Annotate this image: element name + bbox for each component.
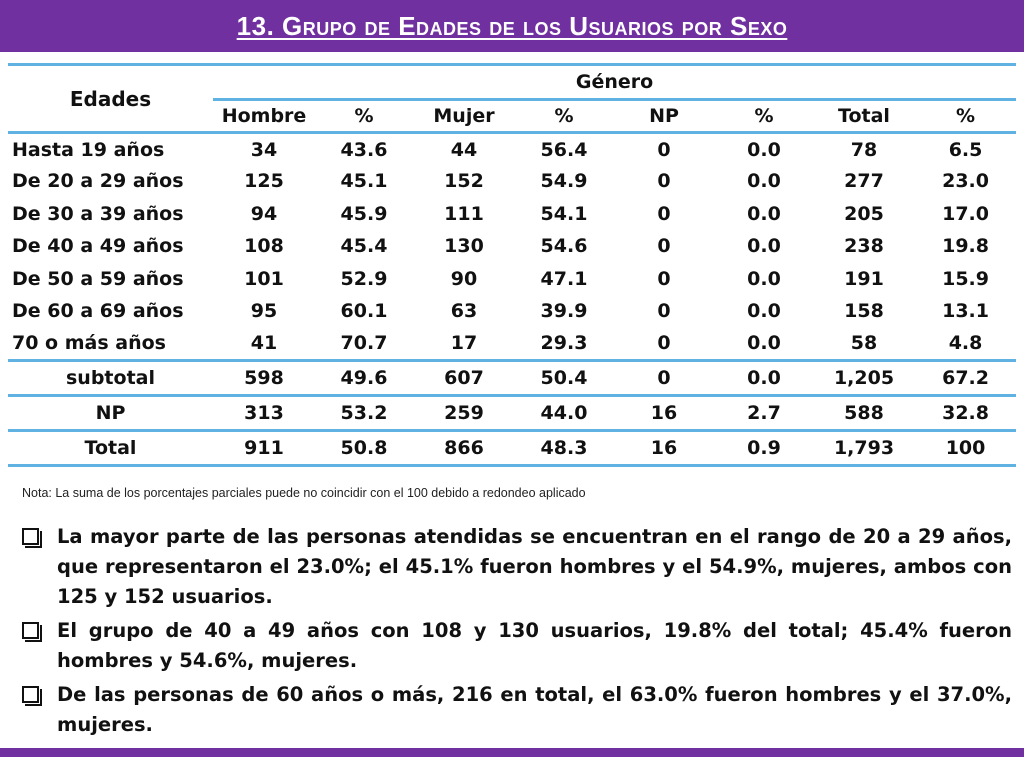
summary-cell: 598	[213, 360, 315, 395]
checkbox-bullet-icon	[22, 686, 39, 703]
table-cell: 101	[244, 267, 284, 290]
summary-cell: 32.8	[915, 395, 1016, 430]
table-cell: 34	[250, 138, 278, 161]
column-header: NP	[613, 100, 715, 133]
table-cell: 277	[844, 170, 884, 193]
table-cell: 29.3	[515, 328, 613, 361]
summary-cell: 100	[915, 430, 1016, 465]
summary-cell: 588	[813, 395, 915, 430]
summary-cell: 866	[413, 430, 515, 465]
table-cell: 23.0	[942, 170, 989, 193]
summary-label: subtotal	[8, 360, 213, 395]
bullet-item	[22, 680, 1012, 740]
column-header: %	[715, 100, 813, 133]
column-header: %	[315, 100, 413, 133]
table-row	[8, 263, 1016, 296]
table-cell: 0.0	[747, 138, 781, 161]
row-label: 70 o más años	[8, 328, 213, 361]
bullet-list	[22, 522, 1012, 744]
summary-cell: 44.0	[515, 395, 613, 430]
table-cell: 0	[657, 170, 671, 193]
table-cell: 0.0	[747, 170, 781, 193]
summary-cell: 0.9	[715, 430, 813, 465]
table-cell: 45.4	[340, 235, 388, 258]
table-cell: 0.0	[747, 202, 781, 225]
summary-cell: 1,793	[813, 430, 915, 465]
table-cell: 13.1	[942, 300, 989, 323]
table-cell: 0.0	[715, 328, 813, 361]
table-cell: 191	[844, 267, 884, 290]
table-cell: 158	[844, 300, 884, 323]
table-cell: 6.5	[948, 138, 983, 161]
row-label: Hasta 19 años	[12, 138, 165, 161]
table-cell: 130	[444, 235, 484, 258]
summary-cell: 0	[613, 360, 715, 395]
table-cell: 0	[613, 328, 715, 361]
column-header: Total	[813, 100, 915, 133]
table-cell: 90	[450, 267, 478, 290]
summary-cell: 259	[413, 395, 515, 430]
table-cell: 19.8	[942, 235, 989, 258]
column-header: %	[515, 100, 613, 133]
bullet-item	[22, 522, 1012, 612]
table-cell: 108	[244, 235, 284, 258]
table-cell: 238	[844, 235, 884, 258]
table-cell: 4.8	[915, 328, 1016, 361]
table-cell: 0	[657, 267, 671, 290]
table-cell: 17.0	[942, 202, 989, 225]
table-cell: 41	[213, 328, 315, 361]
table-cell: 78	[850, 138, 878, 161]
summary-cell: 16	[613, 430, 715, 465]
checkbox-bullet-icon	[22, 528, 39, 545]
table-row	[8, 328, 1016, 361]
table-cell: 54.9	[540, 170, 588, 193]
table-row	[8, 230, 1016, 263]
table-cell: 205	[844, 202, 884, 225]
table-cell: 56.4	[540, 138, 588, 161]
table-cell: 54.1	[540, 202, 588, 225]
row-label: De 40 a 49 años	[12, 235, 184, 258]
table-row	[8, 165, 1016, 198]
summary-cell: 48.3	[515, 430, 613, 465]
table-cell: 39.9	[540, 300, 588, 323]
summary-row	[8, 360, 1016, 395]
summary-cell: 0.0	[715, 360, 813, 395]
summary-cell: 911	[213, 430, 315, 465]
summary-label: Total	[8, 430, 213, 465]
table-cell: 43.6	[340, 138, 388, 161]
summary-cell: 16	[613, 395, 715, 430]
table-row	[8, 133, 1016, 166]
bullet-text: De las personas de 60 años o más, 216 en total, el 63.0% fueron hombres y el 37.0%, mujeres.	[57, 683, 1012, 736]
row-label: De 30 a 39 años	[12, 202, 184, 225]
table-container	[8, 63, 1016, 467]
title-bar	[0, 0, 1024, 52]
table-cell: 45.1	[340, 170, 388, 193]
table-cell: 45.9	[340, 202, 388, 225]
table-cell: 58	[813, 328, 915, 361]
table-cell: 111	[444, 202, 484, 225]
table-row	[8, 198, 1016, 231]
table-cell: 17	[413, 328, 515, 361]
table-cell: 152	[444, 170, 484, 193]
table-row	[8, 295, 1016, 328]
checkbox-bullet-icon	[22, 622, 39, 639]
table-cell: 54.6	[540, 235, 588, 258]
summary-cell: 313	[213, 395, 315, 430]
bullet-item	[22, 616, 1012, 676]
page-title: 13. Grupo de Edades de los Usuarios por Sexo	[236, 10, 788, 41]
column-header: Mujer	[413, 100, 515, 133]
summary-cell: 2.7	[715, 395, 813, 430]
summary-cell: 49.6	[315, 360, 413, 395]
header-edades: Edades	[8, 65, 213, 133]
table-cell: 0	[657, 235, 671, 258]
summary-row	[8, 395, 1016, 430]
summary-cell: 53.2	[315, 395, 413, 430]
bullet-text: El grupo de 40 a 49 años con 108 y 130 usuarios, 19.8% del total; 45.4% fueron hombres y 54.6%, mujeres.	[57, 619, 1012, 672]
table-cell: 44	[450, 138, 478, 161]
bullet-text: La mayor parte de las personas atendidas se encuentran en el rango de 20 a 29 años, que representaron el 23.0%; el 45.1% fueron hombres y el 54.9%, mujeres, ambos con 125 y 152 usuarios.	[57, 525, 1012, 608]
table-cell: 95	[250, 300, 278, 323]
summary-cell: 50.4	[515, 360, 613, 395]
table-cell: 0	[657, 138, 671, 161]
summary-cell: 1,205	[813, 360, 915, 395]
table-cell: 0	[657, 202, 671, 225]
summary-cell: 67.2	[915, 360, 1016, 395]
table-cell: 63	[450, 300, 478, 323]
summary-row	[8, 430, 1016, 465]
column-header: Hombre	[213, 100, 315, 133]
table-cell: 0	[657, 300, 671, 323]
table-cell: 47.1	[540, 267, 588, 290]
table-cell: 52.9	[340, 267, 388, 290]
table-cell: 15.9	[942, 267, 989, 290]
row-label: De 60 a 69 años	[12, 300, 184, 323]
table-cell: 125	[244, 170, 284, 193]
table-cell: 70.7	[315, 328, 413, 361]
table-cell: 60.1	[340, 300, 388, 323]
column-header: %	[915, 100, 1016, 133]
table-cell: 0.0	[747, 235, 781, 258]
summary-cell: 607	[413, 360, 515, 395]
table-cell: 94	[250, 202, 278, 225]
summary-label: NP	[8, 395, 213, 430]
table-note: Nota: La suma de los porcentajes parciales puede no coincidir con el 100 debido a redondeo aplicado	[22, 486, 586, 500]
table-cell: 0.0	[747, 267, 781, 290]
table-body	[8, 133, 1016, 466]
row-label: De 20 a 29 años	[12, 170, 184, 193]
summary-cell: 50.8	[315, 430, 413, 465]
header-genero: Género	[213, 65, 1016, 100]
bottom-bar	[0, 748, 1024, 757]
row-label: De 50 a 59 años	[12, 267, 184, 290]
age-gender-table	[8, 63, 1016, 467]
table-cell: 0.0	[747, 300, 781, 323]
